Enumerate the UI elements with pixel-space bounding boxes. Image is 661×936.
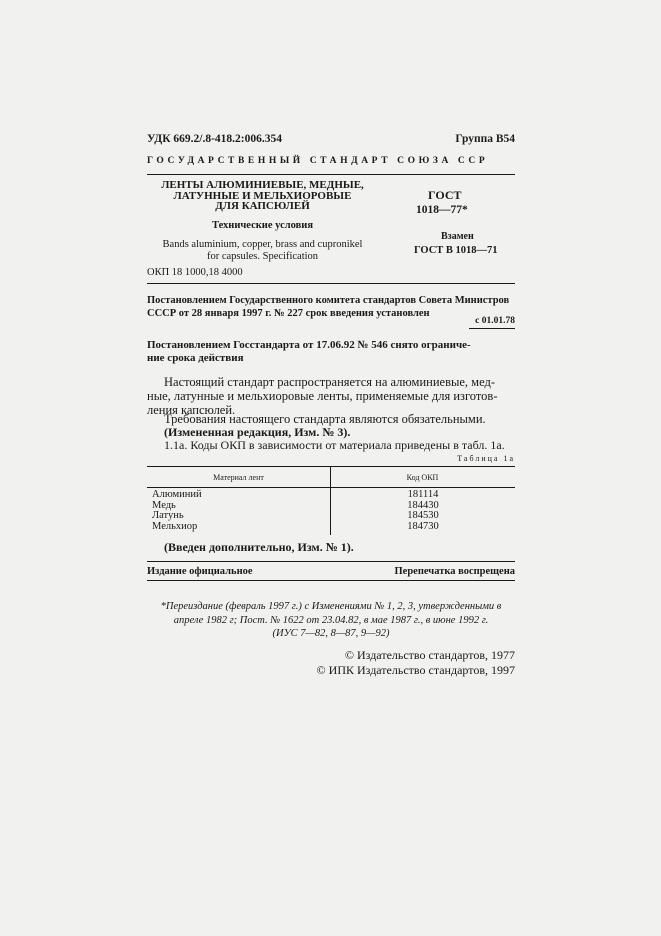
title-block-rule <box>147 283 515 284</box>
official-edition: Издание официальное <box>147 566 253 577</box>
paragraph-line: ные, латунные и мельхиоровые ленты, применяемые для изготов- <box>147 389 498 403</box>
table-cell-code: 184430 <box>407 499 439 511</box>
decree2-text <box>147 339 471 365</box>
table-cell-code: 181114 <box>407 489 439 500</box>
replaces-label: Взамен <box>441 231 474 242</box>
copyright-line: © Издательство стандартов, 1977 <box>344 648 515 662</box>
added-note: (Введен дополнительно, Изм. № 1). <box>164 540 354 554</box>
date-underline <box>469 328 515 329</box>
amendment-note: (Измененная редакция, Изм. № 3). <box>164 425 351 439</box>
copyright-line: © ИПК Издательство стандартов, 1997 <box>316 662 515 677</box>
standard-line: ГОСУДАРСТВЕННЫЙ СТАНДАРТ СОЮЗА ССР <box>147 156 489 166</box>
english-title-line: for capsules. Specification <box>206 251 319 262</box>
decree-text <box>147 294 509 320</box>
reissue-note <box>147 600 515 641</box>
title-line: ЛАТУННЫЕ И МЕЛЬХИОРОВЫЕ <box>173 189 352 202</box>
document-title <box>150 180 375 212</box>
reissue-line: *Переиздание (февраль 1997 г.) с Изменениями № 1, 2, 3, утвержденными в <box>160 601 502 612</box>
copyright-block <box>317 648 515 677</box>
table-header-okp: Код ОКП <box>406 473 439 482</box>
english-title-line: Bands aluminium, copper, brass and cupronikel <box>162 239 363 250</box>
reissue-line: (ИУС 7—82, 8—87, 9—92) <box>272 628 390 639</box>
table-header-material: Материал лент <box>213 473 264 482</box>
table-header-rule <box>147 487 515 488</box>
table-caption: Таблица 1а <box>457 454 515 463</box>
okp-code: ОКП 18 1000,18 4000 <box>147 267 243 278</box>
table-column-divider <box>330 466 331 535</box>
table-cell-code: 184730 <box>407 520 439 532</box>
replaces-value: ГОСТ В 1018—71 <box>414 245 498 256</box>
document-subtitle: Технические условия <box>211 220 314 231</box>
decree2-line: ние срока действия <box>147 352 244 364</box>
decree-line: СССР от 28 января 1997 г. № 227 срок введения установлен <box>147 308 430 319</box>
footer-rule-bottom <box>147 580 515 581</box>
table-code-column <box>390 490 456 532</box>
decree2-line: Постановлением Госстандарта от 17.06.92 № 546 снято ограниче- <box>147 339 471 351</box>
okp-clause: 1.1а. Коды ОКП в зависимости от материала приведены в табл. 1а. <box>164 438 505 452</box>
gost-number: 1018—77* <box>416 204 468 216</box>
footer-rule <box>147 561 515 562</box>
title-line: ЛЕНТЫ АЛЮМИНИЕВЫЕ, МЕДНЫЕ, <box>161 179 364 191</box>
table-top-rule <box>147 466 515 467</box>
table-cell-material: Алюминий <box>152 489 202 500</box>
table-cell-material: Латунь <box>152 510 184 521</box>
reissue-line: апреле 1982 г; Пост. № 1622 от 23.04.82, в мае 1987 г., в июне 1992 г. <box>173 614 489 626</box>
table-cell-code: 184530 <box>407 510 439 521</box>
paragraph-line: ления капсюлей. <box>147 403 236 417</box>
english-title <box>150 239 375 263</box>
effective-date: с 01.01.78 <box>475 316 515 326</box>
gost-label: ГОСТ <box>428 188 462 202</box>
reprint-notice: Перепечатка воспрещена <box>394 566 515 577</box>
decree-line: Постановлением Государственного комитета стандартов Совета Министров <box>147 295 510 306</box>
title-line: ДЛЯ КАПСЮЛЕЙ <box>215 200 310 212</box>
header-rule <box>147 174 515 175</box>
table-cell-material: Мельхиор <box>152 520 198 532</box>
table-cell-material: Медь <box>152 499 176 511</box>
group-code: Группа В54 <box>455 133 515 145</box>
paragraph-line: Настоящий стандарт распространяется на алюминиевые, мед- <box>164 375 495 389</box>
requirements-paragraph: Требования настоящего стандарта являются обязательными. <box>164 412 486 426</box>
scope-paragraph <box>147 375 497 417</box>
table-material-column <box>152 490 202 532</box>
udk-code: УДК 669.2/.8-418.2:006.354 <box>147 133 283 145</box>
